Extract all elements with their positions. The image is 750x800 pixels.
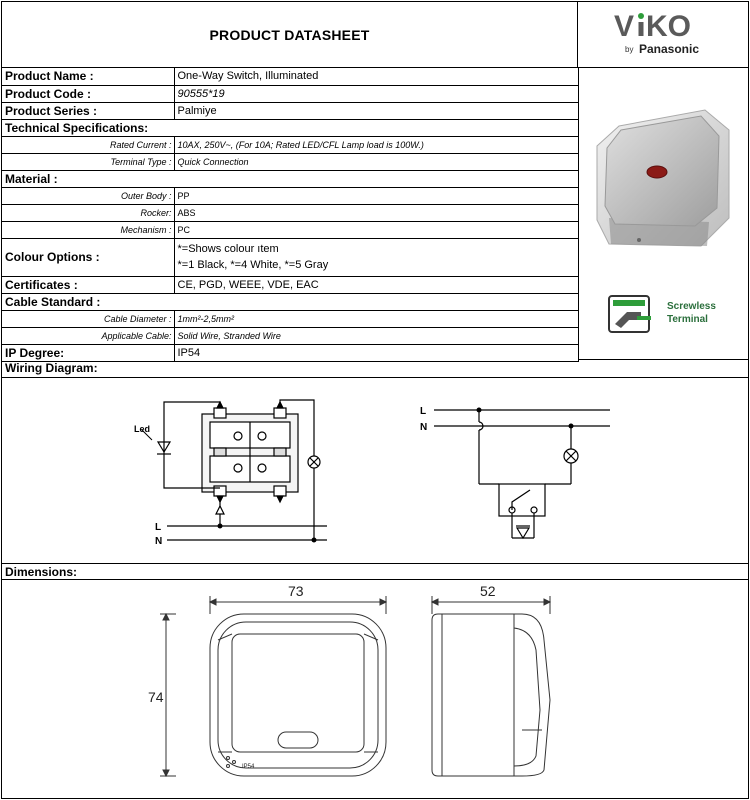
- rated-current-value: 10AX, 250V~, (For 10A; Rated LED/CFL Lamp load is 100W.): [174, 136, 579, 153]
- rocker-label: Rocker:: [2, 204, 174, 221]
- dim-width-label: 73: [288, 583, 304, 599]
- wiring-n-label-right: N: [420, 422, 428, 433]
- wiring-l-label-right: L: [420, 406, 427, 417]
- dim-height-label: 74: [148, 689, 164, 705]
- tech-spec-heading: Technical Specifications:: [2, 119, 579, 136]
- spec-table: [2, 68, 579, 362]
- colour-line-1: *=Shows colour ıtem: [177, 243, 279, 255]
- outer-body-label: Outer Body :: [2, 187, 174, 204]
- screwless-terminal-label: [667, 300, 737, 326]
- applicable-cable-value: Solid Wire, Stranded Wire: [174, 327, 579, 344]
- svg-text:V: V: [614, 10, 635, 43]
- table-row: [2, 153, 579, 170]
- outer-body-value: PP: [174, 187, 579, 204]
- cable-standard-heading: Cable Standard :: [2, 293, 579, 310]
- screwless-line-2: Terminal: [667, 314, 708, 325]
- screwless-terminal-badge: [607, 294, 716, 341]
- colour-options-value: [174, 238, 579, 276]
- brand-parent: Panasonic: [639, 42, 700, 56]
- table-row: [2, 204, 579, 221]
- terminal-type-label: Terminal Type :: [2, 153, 174, 170]
- table-row: [2, 102, 579, 119]
- mechanism-label: Mechanism :: [2, 221, 174, 238]
- table-row: [2, 344, 579, 361]
- ip-degree-label: IP Degree:: [2, 344, 174, 361]
- table-row: [2, 221, 579, 238]
- wiring-diagram: [2, 378, 748, 564]
- table-row: [2, 276, 579, 293]
- colour-options-label: Colour Options :: [2, 238, 174, 276]
- mechanism-value: PC: [174, 221, 579, 238]
- applicable-cable-label: Applicable Cable:: [2, 327, 174, 344]
- table-row: [2, 119, 579, 136]
- dimensions-heading: Dimensions:: [2, 564, 748, 580]
- cable-diameter-value: 1mm²-2,5mm²: [174, 310, 579, 327]
- material-heading: Material :: [2, 170, 579, 187]
- table-row: [2, 85, 579, 102]
- brand-by: by: [625, 45, 634, 54]
- table-row: [2, 187, 579, 204]
- terminal-type-value: Quick Connection: [174, 153, 579, 170]
- viko-logo-graphic: [579, 2, 748, 68]
- datasheet-frame: [1, 1, 749, 799]
- svg-text:KO: KO: [646, 10, 691, 43]
- table-row: [2, 68, 579, 85]
- product-name-value: One-Way Switch, Illuminated: [174, 68, 579, 85]
- page-title: PRODUCT DATASHEET: [2, 2, 578, 68]
- ip-degree-value: IP54: [174, 344, 579, 361]
- table-row: [2, 136, 579, 153]
- brand-logo: [579, 2, 748, 68]
- table-row: [2, 170, 579, 187]
- wiring-n-label-left: N: [155, 536, 163, 547]
- product-code-value: 90555*19: [174, 85, 579, 102]
- dim-ip-mark: IP54: [242, 764, 255, 770]
- rocker-value: ABS: [174, 204, 579, 221]
- wiring-diagram-graphic: [2, 378, 748, 564]
- dim-depth-label: 52: [480, 583, 496, 599]
- dimensions-drawing: [2, 580, 748, 800]
- product-series-label: Product Series :: [2, 102, 174, 119]
- wiring-l-label-left: L: [155, 522, 162, 533]
- screwless-terminal-icon: [607, 294, 657, 336]
- wiring-led-label: Led: [134, 424, 151, 434]
- rated-current-label: Rated Current :: [2, 136, 174, 153]
- product-name-label: Product Name :: [2, 68, 174, 85]
- table-row: [2, 238, 579, 276]
- cable-diameter-label: Cable Diameter :: [2, 310, 174, 327]
- product-code-label: Product Code :: [2, 85, 174, 102]
- table-row: [2, 327, 579, 344]
- table-row: [2, 293, 579, 310]
- screwless-line-1: Screwless: [667, 301, 716, 312]
- wiring-diagram-heading: Wiring Diagram:: [2, 360, 748, 378]
- product-series-value: Palmiye: [174, 102, 579, 119]
- header: [2, 2, 748, 68]
- table-row: [2, 310, 579, 327]
- certificates-label: Certificates :: [2, 276, 174, 293]
- certificates-value: CE, PGD, WEEE, VDE, EAC: [174, 276, 579, 293]
- dimensions-graphic: [2, 580, 748, 800]
- colour-line-2: *=1 Black, *=4 White, *=5 Gray: [177, 259, 329, 271]
